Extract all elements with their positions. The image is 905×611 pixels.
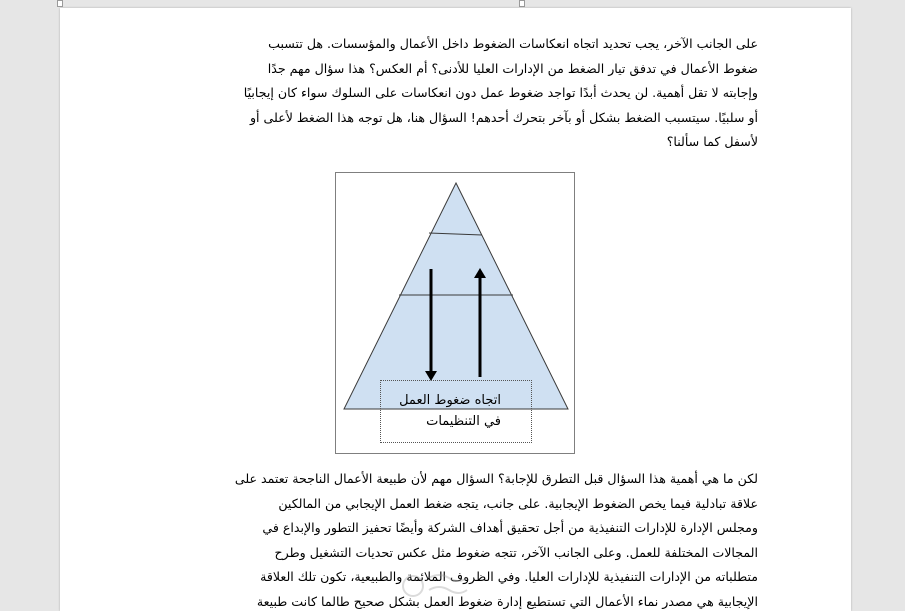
caption-line-2: في التنظيمات bbox=[426, 414, 501, 429]
text-line: ضغوط الأعمال في تدفق تيار الضغط من الإدارات العليا للأدنى؟ أم العكس؟ هذا سؤال مهم جدًا bbox=[267, 60, 758, 76]
ruler-strip bbox=[0, 0, 905, 8]
text-line: وإجابته لا تقل أهمية. لن يحدث أبدًا تواجد ضغوط عمل دون انعكاسات على السلوك سواء كان إيجابيًا bbox=[243, 85, 758, 100]
document-page[interactable] bbox=[60, 8, 851, 611]
text-line: متطلباته من الإدارات التنفيذية للإدارات العليا. وفي الظروف الملائمة والطبيعية، تكون تلك العلاقة bbox=[260, 569, 758, 584]
text-line: الإيجابية هي مصدر نماء الأعمال التي تستطيع إدارة ضغوط العمل بشكل صحيح طالما كانت طبيعة bbox=[256, 593, 758, 609]
text-line: على الجانب الآخر، يجب تحديد اتجاه انعكاسات الضغوط داخل الأعمال والمؤسسات. هل تتسبب bbox=[268, 36, 758, 51]
watermark-logo-icon bbox=[393, 568, 473, 608]
text-line: أو سلبيًا. سيتسبب الضغط بشكل أو بآخر بتحرك أحدهم! السؤال هنا، هل توجه هذا الضغط لأعلى أو bbox=[249, 109, 758, 125]
paragraph-1 bbox=[158, 32, 758, 155]
pyramid-shape bbox=[344, 183, 568, 409]
text-line: ومجلس الإدارة للإدارات التنفيذية من أجل تحقيق أهداف الشركة وأيضًا تحفيز التطور والإبداع في bbox=[262, 520, 758, 535]
text-line: المجالات المختلفة للعمل. وعلى الجانب الآخر، تتجه ضغوط مثل عكس تحديات التشغيل وطرح bbox=[274, 544, 758, 560]
figure-caption bbox=[380, 380, 532, 443]
text-line: لأسفل كما سألنا؟ bbox=[666, 134, 758, 149]
left-indent-marker[interactable] bbox=[57, 0, 63, 7]
caption-line-1: اتجاه ضغوط العمل bbox=[399, 393, 501, 408]
pyramid-figure[interactable] bbox=[335, 172, 575, 454]
text-line: لكن ما هي أهمية هذا السؤال قبل التطرق للإجابة؟ السؤال مهم لأن طبيعة الأعمال الناجحة تعتمد على bbox=[234, 471, 758, 486]
right-indent-marker[interactable] bbox=[519, 0, 525, 7]
text-line: علاقة تبادلية فيما يخص الضغوط الإيجابية. على جانب، يتجه ضغط العمل الإيجابي من المالكين bbox=[278, 495, 758, 511]
